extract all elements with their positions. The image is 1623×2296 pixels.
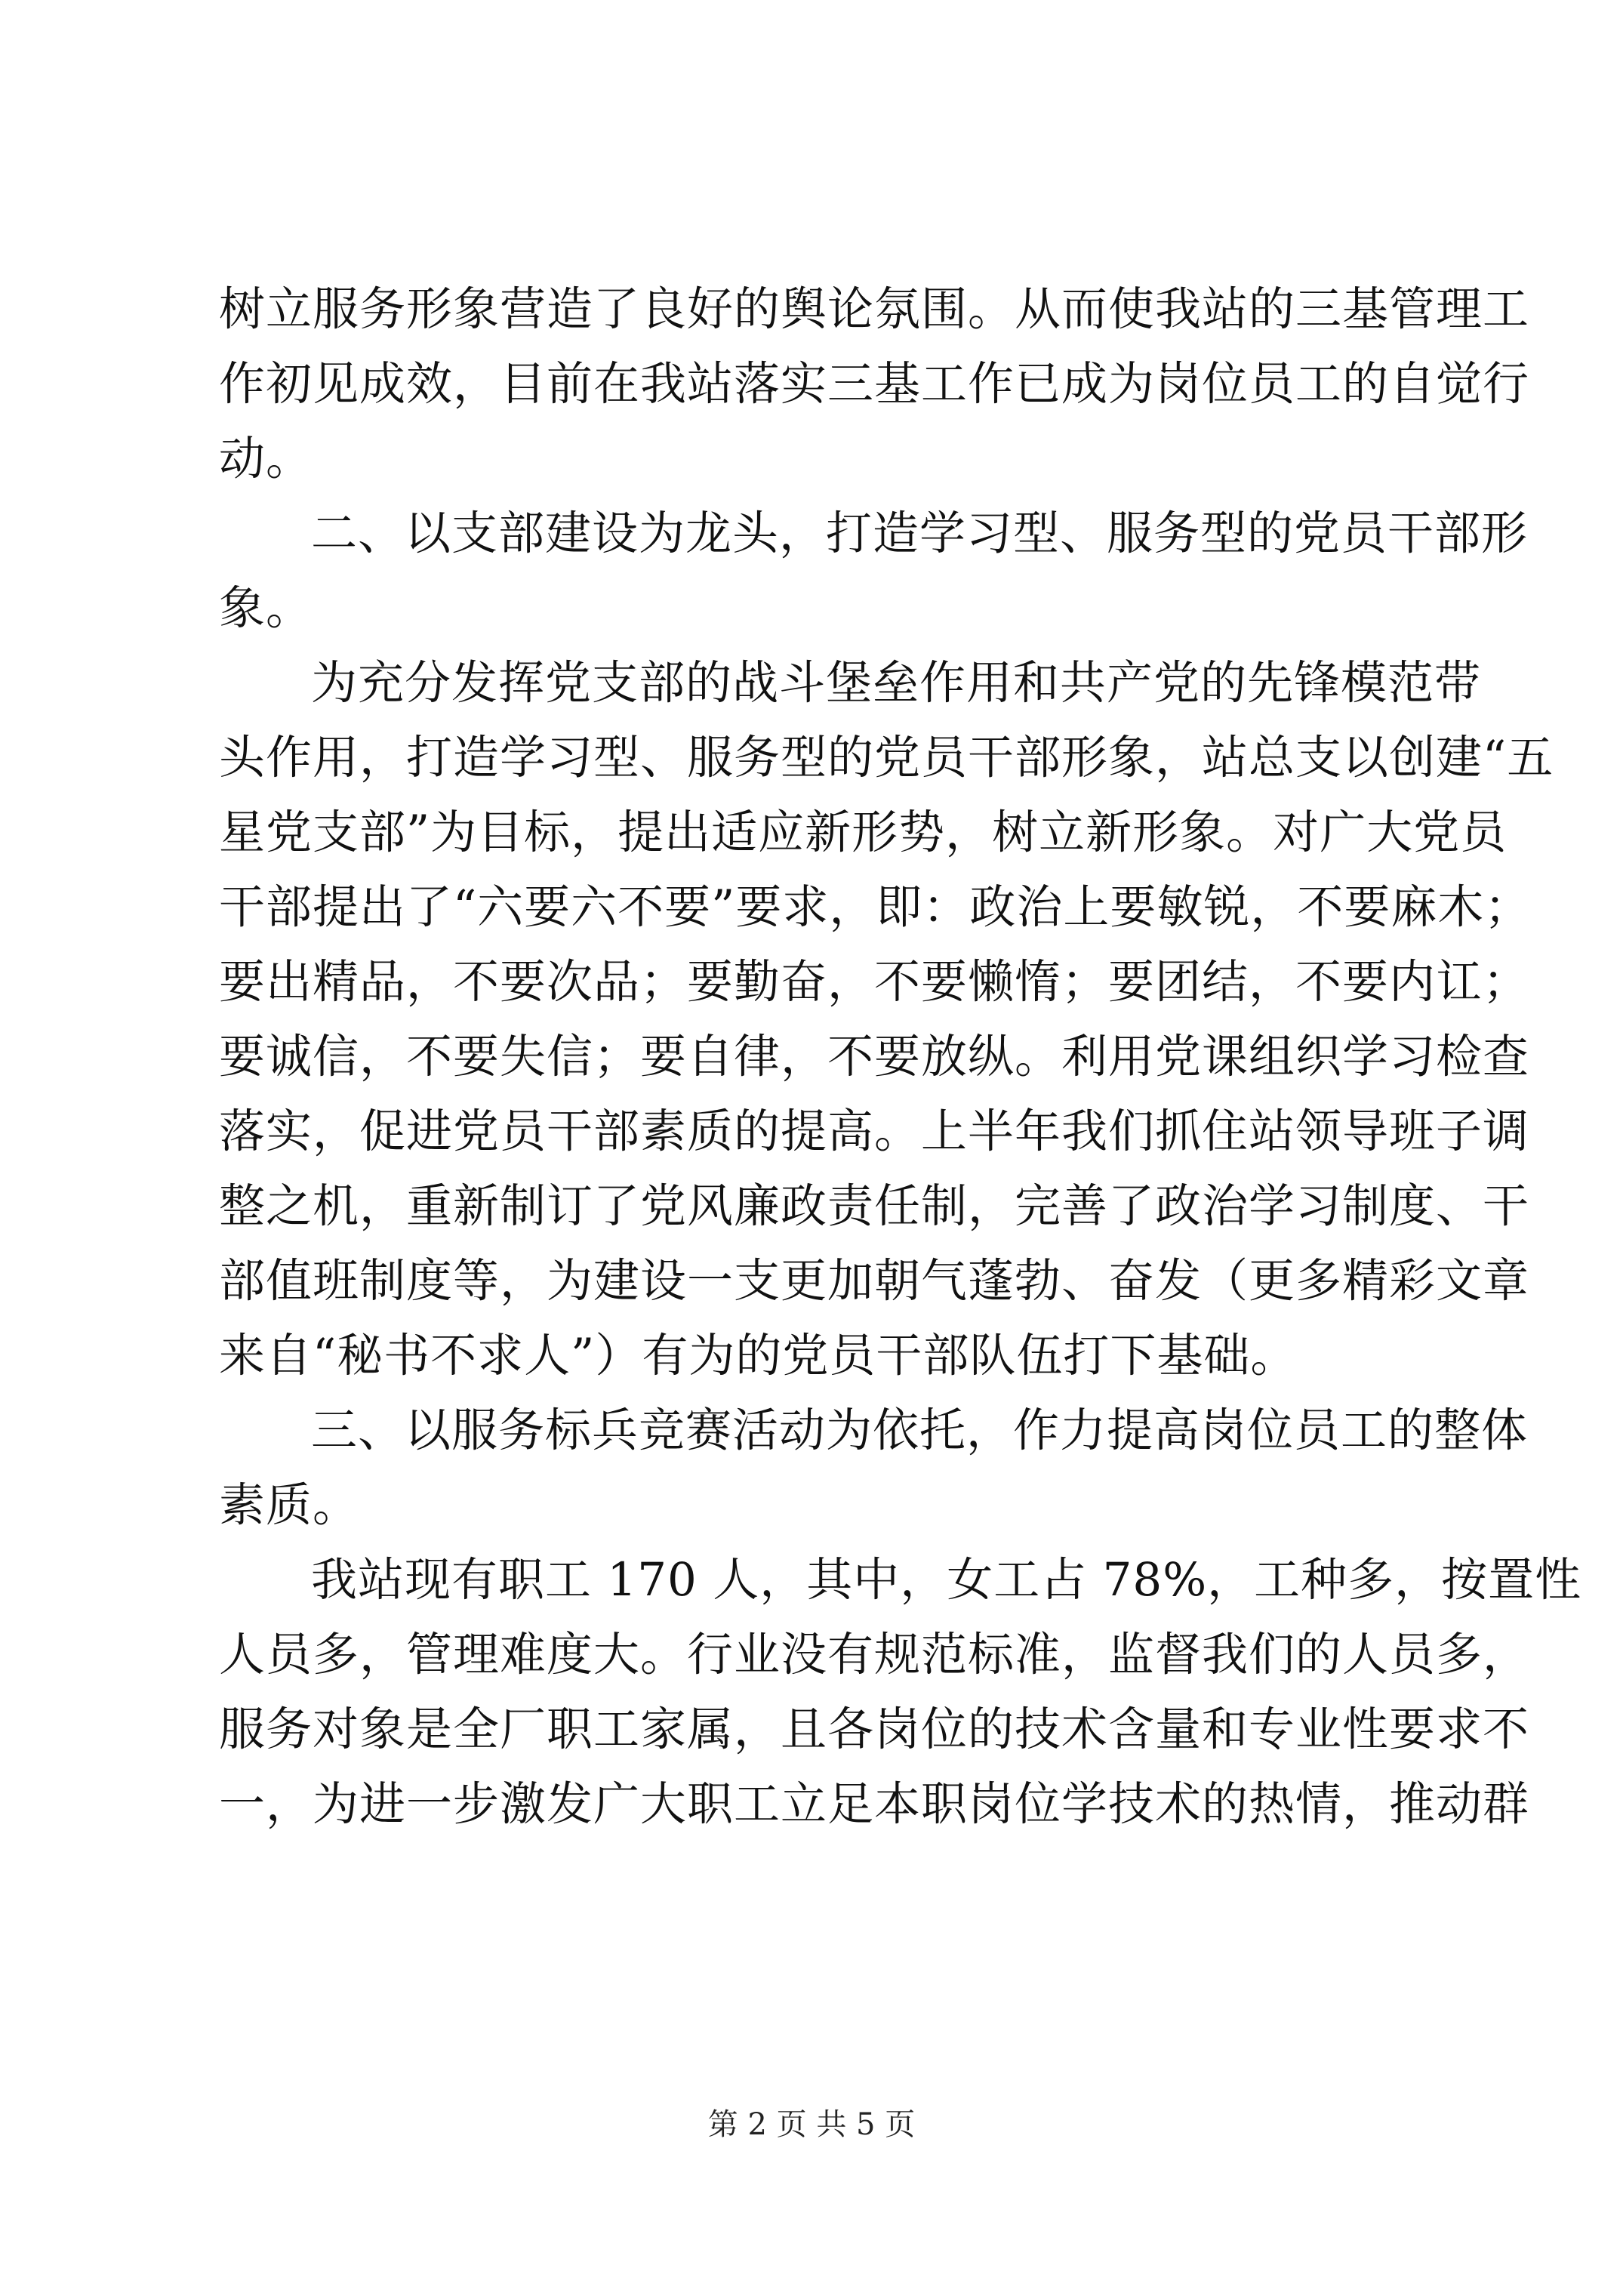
body-text	[219, 272, 1582, 1841]
page-footer: 第 2 页 共 5 页	[707, 2107, 916, 2142]
text-line: 部值班制度等，为建设一支更加朝气蓬勃、奋发（更多精彩文章	[219, 1254, 1530, 1308]
text-line: 要出精品，不要次品；要勤奋，不要懒惰；要团结，不要内讧；	[219, 955, 1530, 1009]
text-line: 整之机，重新制订了党风廉政责任制，完善了政治学习制度、干	[219, 1179, 1530, 1233]
text-line: 作初见成效，目前在我站落实三基工作已成为岗位员工的自觉行	[219, 357, 1530, 411]
text-line: 来自“秘书不求人”）有为的党员干部队伍打下基础。	[219, 1329, 1298, 1382]
text-line: 要诚信，不要失信；要自律，不要放纵。利用党课组织学习检查	[219, 1030, 1530, 1083]
paragraph-start: 我站现有职工 170 人，其中，女工占 78%，工种多，按置性	[311, 1553, 1582, 1607]
text-line: 象。	[219, 581, 313, 635]
text-line: 落实，促进党员干部素质的提高。上半年我们抓住站领导班子调	[219, 1105, 1530, 1158]
text-line: 素质。	[219, 1478, 360, 1532]
text-line: 树立服务形象营造了良好的舆论氛围。从而使我站的三基管理工	[219, 282, 1530, 336]
paragraph-start: 为充分发挥党支部的战斗堡垒作用和共产党的先锋模范带	[311, 656, 1482, 710]
section-heading: 三、以服务标兵竞赛活动为依托，作力提高岗位员工的整体	[311, 1404, 1529, 1457]
text-line: 服务对象是全厂职工家属，且各岗位的技术含量和专业性要求不	[219, 1703, 1530, 1756]
section-heading: 二、以支部建设为龙头，打造学习型、服务型的党员干部形	[311, 507, 1529, 560]
text-line: 干部提出了“六要六不要”要求，即：政治上要敏锐，不要麻木；	[219, 880, 1532, 934]
text-line: 动。	[219, 432, 313, 485]
text-line: 星党支部”为目标，提出适应新形势，树立新形象。对广大党员	[219, 806, 1508, 859]
text-line: 人员多，管理难度大。行业没有规范标准，监督我们的人员多，	[219, 1628, 1530, 1681]
text-line: 一，为进一步激发广大职工立足本职岗位学技术的热情，推动群	[219, 1777, 1530, 1831]
text-line: 头作用，打造学习型、服务型的党员干部形象，站总支以创建“五	[219, 731, 1554, 784]
